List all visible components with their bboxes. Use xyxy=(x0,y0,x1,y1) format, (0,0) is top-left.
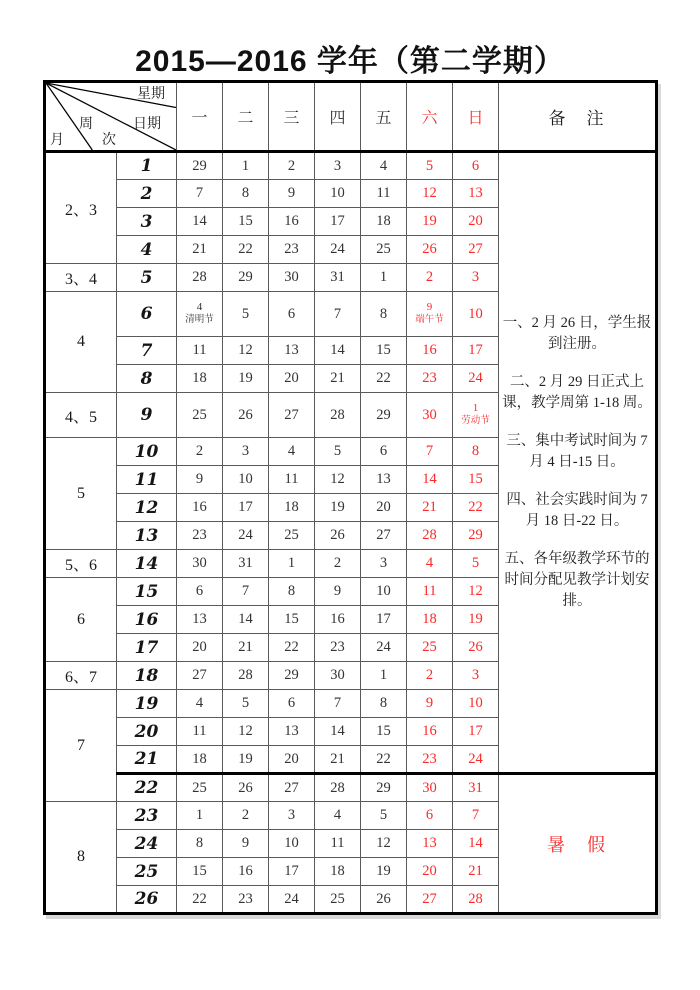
date-cell: 24 xyxy=(315,236,361,264)
date-cell: 23 xyxy=(177,522,223,550)
date-cell: 10 xyxy=(453,292,499,337)
date-cell: 12 xyxy=(315,466,361,494)
date-cell: 15 xyxy=(453,466,499,494)
date-cell: 28 xyxy=(453,886,499,914)
holiday-note: 端午节 xyxy=(415,315,444,326)
date-cell: 23 xyxy=(223,886,269,914)
date-cell: 31 xyxy=(223,550,269,578)
date-cell: 2 xyxy=(269,152,315,180)
date-cell: 25 xyxy=(315,886,361,914)
date-cell: 4 xyxy=(177,690,223,718)
date-cell: 2 xyxy=(407,662,453,690)
week-number-cell: 20 xyxy=(117,718,177,746)
date-cell: 29 xyxy=(453,522,499,550)
remark-note: 二、2 月 29 日正式上课，教学周第 1-18 周。 xyxy=(502,373,652,411)
corner-header-cell xyxy=(45,82,177,152)
date-cell: 27 xyxy=(269,393,315,438)
week-number-cell: 1 xyxy=(117,152,177,180)
date-cell: 20 xyxy=(453,208,499,236)
month-cell: 3、4 xyxy=(45,264,117,292)
date-cell: 4 xyxy=(361,152,407,180)
date-cell: 30 xyxy=(315,662,361,690)
date-cell: 9 xyxy=(269,180,315,208)
date-cell: 12 xyxy=(453,578,499,606)
month-cell: 7 xyxy=(45,690,117,802)
date-cell: 14 xyxy=(453,830,499,858)
calendar-body xyxy=(45,152,657,914)
weekday-header: 日 xyxy=(453,82,499,152)
date-cell: 8 xyxy=(223,180,269,208)
date-cell: 14 xyxy=(315,337,361,365)
date-cell: 19 xyxy=(223,746,269,774)
date-cell: 19 xyxy=(453,606,499,634)
date-cell: 5 xyxy=(407,152,453,180)
date-cell: 26 xyxy=(223,774,269,802)
date-cell: 17 xyxy=(361,606,407,634)
date-cell: 27 xyxy=(269,774,315,802)
date-cell: 4 xyxy=(407,550,453,578)
date-cell: 30 xyxy=(177,550,223,578)
date-cell: 20 xyxy=(407,858,453,886)
month-cell: 2、3 xyxy=(45,152,117,264)
corner-order-label: 次 xyxy=(102,133,116,148)
date-cell: 7 xyxy=(315,690,361,718)
date-cell: 11 xyxy=(269,466,315,494)
date-cell: 8 xyxy=(269,578,315,606)
remark-note: 一、2 月 26 日，学生报到注册。 xyxy=(502,314,652,352)
date-cell: 5 xyxy=(223,690,269,718)
date-number: 9 xyxy=(426,301,433,314)
date-cell: 21 xyxy=(407,494,453,522)
week-number-cell: 8 xyxy=(117,365,177,393)
remark-note: 四、社会实践时间为 7 月 18 日-22 日。 xyxy=(506,492,648,530)
date-cell: 7 xyxy=(407,438,453,466)
date-cell: 17 xyxy=(453,337,499,365)
date-cell: 26 xyxy=(315,522,361,550)
date-cell: 5 xyxy=(453,550,499,578)
date-cell: 3 xyxy=(315,152,361,180)
date-cell: 27 xyxy=(177,662,223,690)
weekday-header: 五 xyxy=(361,82,407,152)
date-cell: 9 xyxy=(223,830,269,858)
date-cell: 2 xyxy=(407,264,453,292)
date-cell: 7 xyxy=(453,802,499,830)
date-cell xyxy=(177,292,223,337)
date-cell: 11 xyxy=(177,718,223,746)
week-number-cell: 21 xyxy=(117,746,177,774)
date-cell: 20 xyxy=(177,634,223,662)
date-cell: 15 xyxy=(223,208,269,236)
date-cell: 10 xyxy=(361,578,407,606)
date-cell: 6 xyxy=(453,152,499,180)
date-cell: 24 xyxy=(453,365,499,393)
date-cell: 6 xyxy=(269,292,315,337)
date-cell: 17 xyxy=(453,718,499,746)
date-cell: 21 xyxy=(315,365,361,393)
header-row xyxy=(45,82,657,152)
week-number-cell: 12 xyxy=(117,494,177,522)
date-cell: 30 xyxy=(269,264,315,292)
date-cell: 24 xyxy=(223,522,269,550)
date-cell: 29 xyxy=(361,774,407,802)
page-title: 2015—2016 学年（第二学期） xyxy=(135,45,565,78)
date-cell: 24 xyxy=(453,746,499,774)
date-cell: 20 xyxy=(269,365,315,393)
date-cell: 13 xyxy=(177,606,223,634)
date-cell: 16 xyxy=(177,494,223,522)
remarks-header: 备 注 xyxy=(499,82,657,152)
date-cell: 11 xyxy=(315,830,361,858)
month-cell: 8 xyxy=(45,802,117,914)
date-cell: 14 xyxy=(177,208,223,236)
weekday-header: 三 xyxy=(269,82,315,152)
date-cell: 16 xyxy=(223,858,269,886)
date-cell: 25 xyxy=(177,393,223,438)
date-cell: 23 xyxy=(315,634,361,662)
date-cell: 13 xyxy=(269,718,315,746)
date-cell: 7 xyxy=(177,180,223,208)
date-cell: 31 xyxy=(453,774,499,802)
date-cell: 28 xyxy=(407,522,453,550)
remark-note: 五、各年级教学环节的时间分配见教学计划安排。 xyxy=(504,551,650,610)
date-cell: 23 xyxy=(407,365,453,393)
month-cell: 5、6 xyxy=(45,550,117,578)
date-cell: 18 xyxy=(315,858,361,886)
date-cell: 11 xyxy=(361,180,407,208)
date-cell: 15 xyxy=(177,858,223,886)
date-cell: 27 xyxy=(361,522,407,550)
summer-vacation-cell: 暑 假 xyxy=(499,774,657,914)
date-cell: 2 xyxy=(177,438,223,466)
weekday-header: 二 xyxy=(223,82,269,152)
date-cell: 10 xyxy=(269,830,315,858)
date-cell: 14 xyxy=(223,606,269,634)
date-cell: 25 xyxy=(269,522,315,550)
date-cell: 10 xyxy=(453,690,499,718)
date-cell: 23 xyxy=(407,746,453,774)
date-cell: 22 xyxy=(223,236,269,264)
date-cell: 27 xyxy=(407,886,453,914)
date-cell: 12 xyxy=(407,180,453,208)
date-cell: 13 xyxy=(269,337,315,365)
date-cell: 18 xyxy=(361,208,407,236)
date-cell: 2 xyxy=(315,550,361,578)
date-cell: 4 xyxy=(269,438,315,466)
holiday-note: 劳动节 xyxy=(461,416,490,427)
date-cell: 22 xyxy=(269,634,315,662)
date-cell: 30 xyxy=(407,393,453,438)
date-cell: 7 xyxy=(315,292,361,337)
date-cell: 1 xyxy=(361,264,407,292)
date-cell: 26 xyxy=(223,393,269,438)
date-cell: 29 xyxy=(361,393,407,438)
week-number-cell: 23 xyxy=(117,802,177,830)
date-cell: 16 xyxy=(269,208,315,236)
date-cell: 30 xyxy=(407,774,453,802)
date-cell: 8 xyxy=(453,438,499,466)
date-cell: 8 xyxy=(361,690,407,718)
date-cell: 1 xyxy=(269,550,315,578)
date-cell: 11 xyxy=(407,578,453,606)
date-cell: 19 xyxy=(223,365,269,393)
date-cell: 12 xyxy=(361,830,407,858)
date-cell: 17 xyxy=(315,208,361,236)
week-number-cell: 6 xyxy=(117,292,177,337)
date-cell: 17 xyxy=(223,494,269,522)
date-cell: 19 xyxy=(315,494,361,522)
date-cell: 29 xyxy=(269,662,315,690)
calendar-table xyxy=(43,80,658,915)
date-cell: 26 xyxy=(361,886,407,914)
week-number-cell: 26 xyxy=(117,886,177,914)
date-cell: 25 xyxy=(177,774,223,802)
week-number-cell: 16 xyxy=(117,606,177,634)
week-number-cell: 15 xyxy=(117,578,177,606)
week-number-cell: 7 xyxy=(117,337,177,365)
corner-week-label: 周 xyxy=(79,117,93,132)
date-cell xyxy=(453,393,499,438)
date-cell: 15 xyxy=(269,606,315,634)
date-cell: 19 xyxy=(361,858,407,886)
date-cell: 5 xyxy=(223,292,269,337)
date-cell: 21 xyxy=(315,746,361,774)
date-cell: 15 xyxy=(361,337,407,365)
date-cell: 28 xyxy=(177,264,223,292)
week-number-cell: 19 xyxy=(117,690,177,718)
date-cell: 1 xyxy=(361,662,407,690)
week-row xyxy=(45,152,657,180)
date-cell: 20 xyxy=(361,494,407,522)
date-cell: 10 xyxy=(223,466,269,494)
remark-note: 三、集中考试时间为 7 月 4 日-15 日。 xyxy=(506,432,648,470)
date-cell: 13 xyxy=(361,466,407,494)
date-cell: 12 xyxy=(223,337,269,365)
date-cell: 15 xyxy=(361,718,407,746)
date-cell: 1 xyxy=(223,152,269,180)
date-cell: 6 xyxy=(177,578,223,606)
date-number: 4 xyxy=(196,301,203,314)
date-cell: 5 xyxy=(361,802,407,830)
date-cell: 29 xyxy=(223,264,269,292)
week-number-cell: 24 xyxy=(117,830,177,858)
week-row xyxy=(45,774,657,802)
date-cell: 9 xyxy=(407,690,453,718)
date-cell: 7 xyxy=(223,578,269,606)
date-cell: 24 xyxy=(361,634,407,662)
date-cell: 1 xyxy=(177,802,223,830)
date-cell: 16 xyxy=(407,718,453,746)
week-number-cell: 18 xyxy=(117,662,177,690)
month-cell: 4、5 xyxy=(45,393,117,438)
week-number-cell: 11 xyxy=(117,466,177,494)
week-number-cell: 4 xyxy=(117,236,177,264)
date-cell: 16 xyxy=(315,606,361,634)
week-number-cell: 22 xyxy=(117,774,177,802)
date-cell: 23 xyxy=(269,236,315,264)
date-cell: 25 xyxy=(361,236,407,264)
date-cell: 21 xyxy=(223,634,269,662)
date-cell: 28 xyxy=(315,774,361,802)
date-cell: 17 xyxy=(269,858,315,886)
academic-calendar xyxy=(43,80,658,915)
date-cell: 26 xyxy=(453,634,499,662)
date-cell: 20 xyxy=(269,746,315,774)
month-cell: 6 xyxy=(45,578,117,662)
date-cell: 13 xyxy=(407,830,453,858)
date-cell: 4 xyxy=(315,802,361,830)
date-cell: 16 xyxy=(407,337,453,365)
date-cell: 22 xyxy=(453,494,499,522)
date-cell: 3 xyxy=(269,802,315,830)
date-cell: 22 xyxy=(177,886,223,914)
date-cell: 28 xyxy=(223,662,269,690)
weekday-header: 四 xyxy=(315,82,361,152)
date-cell: 8 xyxy=(177,830,223,858)
date-cell: 22 xyxy=(361,746,407,774)
date-cell: 25 xyxy=(407,634,453,662)
date-cell: 19 xyxy=(407,208,453,236)
week-number-cell: 25 xyxy=(117,858,177,886)
week-number-cell: 9 xyxy=(117,393,177,438)
date-cell xyxy=(407,292,453,337)
date-cell: 18 xyxy=(177,365,223,393)
date-cell: 5 xyxy=(315,438,361,466)
date-cell: 11 xyxy=(177,337,223,365)
date-cell: 2 xyxy=(223,802,269,830)
week-number-cell: 17 xyxy=(117,634,177,662)
date-cell: 6 xyxy=(407,802,453,830)
week-number-cell: 3 xyxy=(117,208,177,236)
date-cell: 10 xyxy=(315,180,361,208)
date-cell: 9 xyxy=(315,578,361,606)
weekday-header: 六 xyxy=(407,82,453,152)
date-cell: 27 xyxy=(453,236,499,264)
date-cell: 3 xyxy=(453,662,499,690)
month-cell: 6、7 xyxy=(45,662,117,690)
date-cell: 9 xyxy=(177,466,223,494)
date-cell: 3 xyxy=(453,264,499,292)
date-cell: 6 xyxy=(269,690,315,718)
corner-month-label: 月 xyxy=(50,133,64,148)
weekday-header: 一 xyxy=(177,82,223,152)
date-cell: 21 xyxy=(177,236,223,264)
week-number-cell: 14 xyxy=(117,550,177,578)
week-number-cell: 10 xyxy=(117,438,177,466)
date-cell: 14 xyxy=(407,466,453,494)
date-cell: 3 xyxy=(223,438,269,466)
date-number: 1 xyxy=(472,402,479,415)
date-cell: 31 xyxy=(315,264,361,292)
week-number-cell: 13 xyxy=(117,522,177,550)
date-cell: 8 xyxy=(361,292,407,337)
date-cell: 26 xyxy=(407,236,453,264)
date-cell: 21 xyxy=(453,858,499,886)
date-cell: 12 xyxy=(223,718,269,746)
date-cell: 24 xyxy=(269,886,315,914)
date-cell: 6 xyxy=(361,438,407,466)
month-cell: 4 xyxy=(45,292,117,393)
date-cell: 18 xyxy=(177,746,223,774)
date-cell: 28 xyxy=(315,393,361,438)
date-cell: 18 xyxy=(269,494,315,522)
date-cell: 14 xyxy=(315,718,361,746)
corner-weekday-label: 星期 xyxy=(137,87,165,102)
date-cell: 29 xyxy=(177,152,223,180)
date-cell: 3 xyxy=(361,550,407,578)
corner-date-label: 日期 xyxy=(133,117,161,132)
date-cell: 22 xyxy=(361,365,407,393)
week-number-cell: 5 xyxy=(117,264,177,292)
week-number-cell: 2 xyxy=(117,180,177,208)
date-cell: 18 xyxy=(407,606,453,634)
date-cell: 13 xyxy=(453,180,499,208)
remarks-cell xyxy=(499,152,657,774)
holiday-note: 清明节 xyxy=(185,315,214,326)
month-cell: 5 xyxy=(45,438,117,550)
